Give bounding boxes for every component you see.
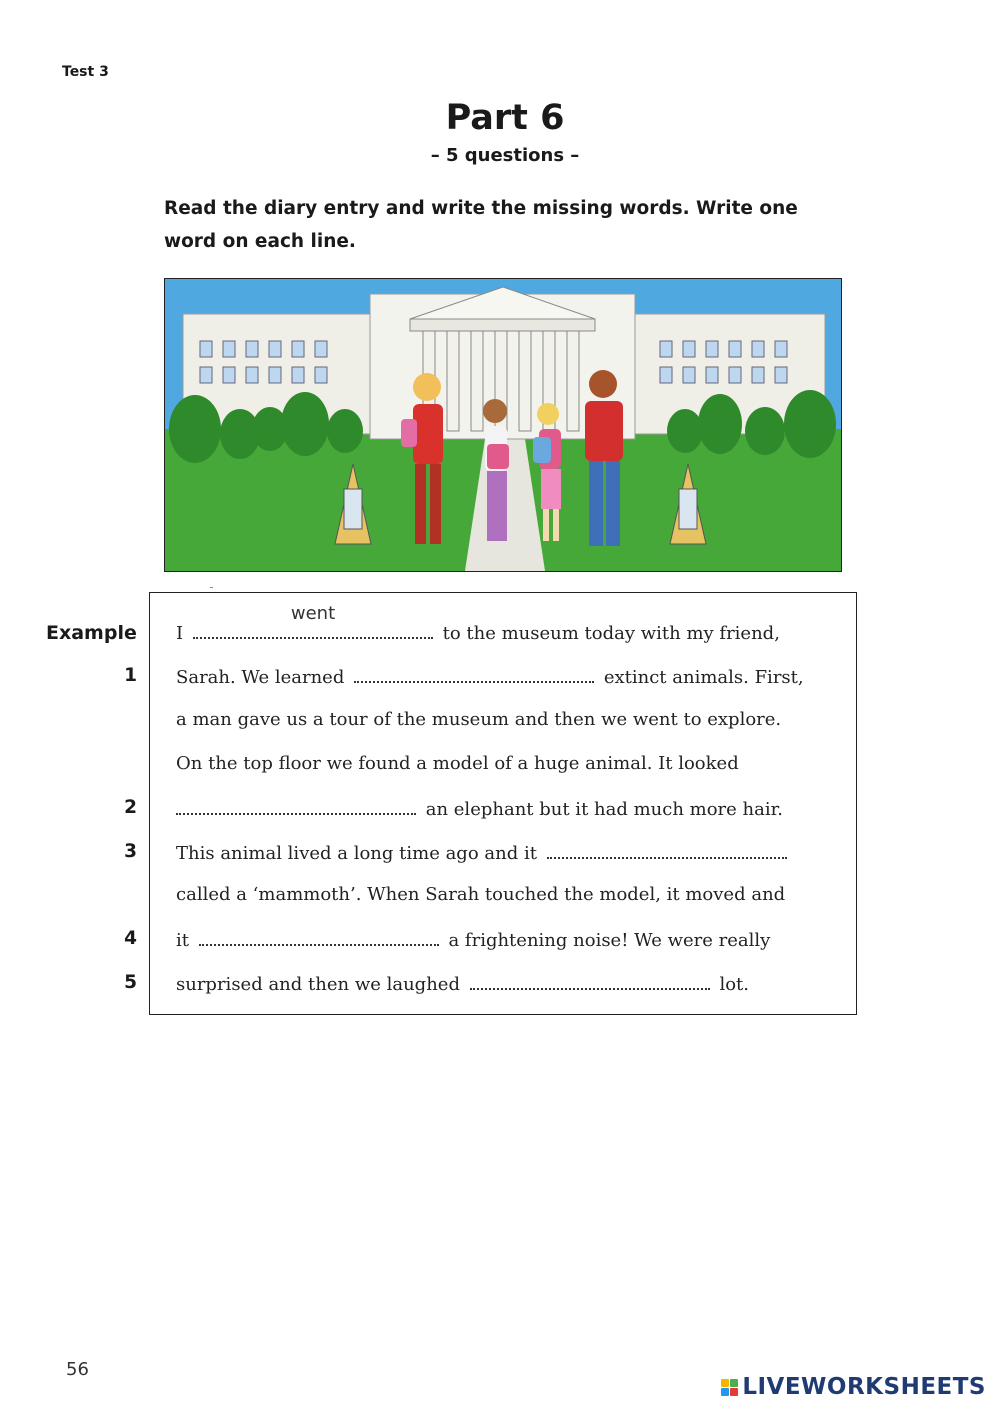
museum-illustration xyxy=(164,278,842,572)
line2-start: Sarah. We learned xyxy=(176,667,345,688)
question-number-3: 3 xyxy=(124,841,137,862)
part-subtitle: – 5 questions – xyxy=(430,145,580,166)
question-number-1: 1 xyxy=(124,665,137,686)
line8-end: a frightening noise! We were really xyxy=(448,930,771,951)
liveworksheets-logo xyxy=(721,1374,986,1400)
question-number-2: 2 xyxy=(124,797,137,818)
answer-gap-4[interactable] xyxy=(199,928,439,946)
liveworksheets-logo-icon xyxy=(721,1379,738,1396)
diary-line-6 xyxy=(176,841,791,864)
instructions: Read the diary entry and write the missing words. Write one word on each line. xyxy=(164,198,798,252)
diary-line-4: On the top floor we found a model of a huge animal. It looked xyxy=(176,753,739,774)
line1-end: to the museum today with my friend, xyxy=(442,623,780,644)
diary-line-8 xyxy=(176,928,770,951)
line9-end: lot. xyxy=(719,974,749,995)
diary-line-2 xyxy=(176,665,804,688)
diary-line-1 xyxy=(176,603,780,644)
diary-line-5 xyxy=(176,797,783,820)
question-number-5: 5 xyxy=(124,972,137,993)
example-answer: went xyxy=(290,603,336,624)
question-number-4: 4 xyxy=(124,928,137,949)
brand-text: LIVEWORKSHEETS xyxy=(742,1374,986,1400)
line2-end: extinct animals. First, xyxy=(603,667,804,688)
line1-start: I xyxy=(176,623,184,644)
example-label: Example xyxy=(46,622,137,644)
test-label: Test 3 xyxy=(62,64,109,80)
example-gap xyxy=(193,603,433,639)
answer-gap-1[interactable] xyxy=(354,665,594,683)
page-number: 56 xyxy=(66,1359,89,1380)
line5-end: an elephant but it had much more hair. xyxy=(425,799,783,820)
line9-start: surprised and then we laughed xyxy=(176,974,460,995)
line8-start: it xyxy=(176,930,189,951)
diary-line-7: called a ‘mammoth’. When Sarah touched the model, it moved and xyxy=(176,884,786,905)
answer-gap-3[interactable] xyxy=(547,841,787,859)
diary-line-3: a man gave us a tour of the museum and then we went to explore. xyxy=(176,709,782,730)
answer-gap-5[interactable] xyxy=(470,972,710,990)
diary-line-9 xyxy=(176,972,749,995)
scan-mark xyxy=(210,587,213,588)
answer-gap-2[interactable] xyxy=(176,797,416,815)
part-title: Part 6 xyxy=(445,98,565,138)
line6-start: This animal lived a long time ago and it xyxy=(176,843,537,864)
